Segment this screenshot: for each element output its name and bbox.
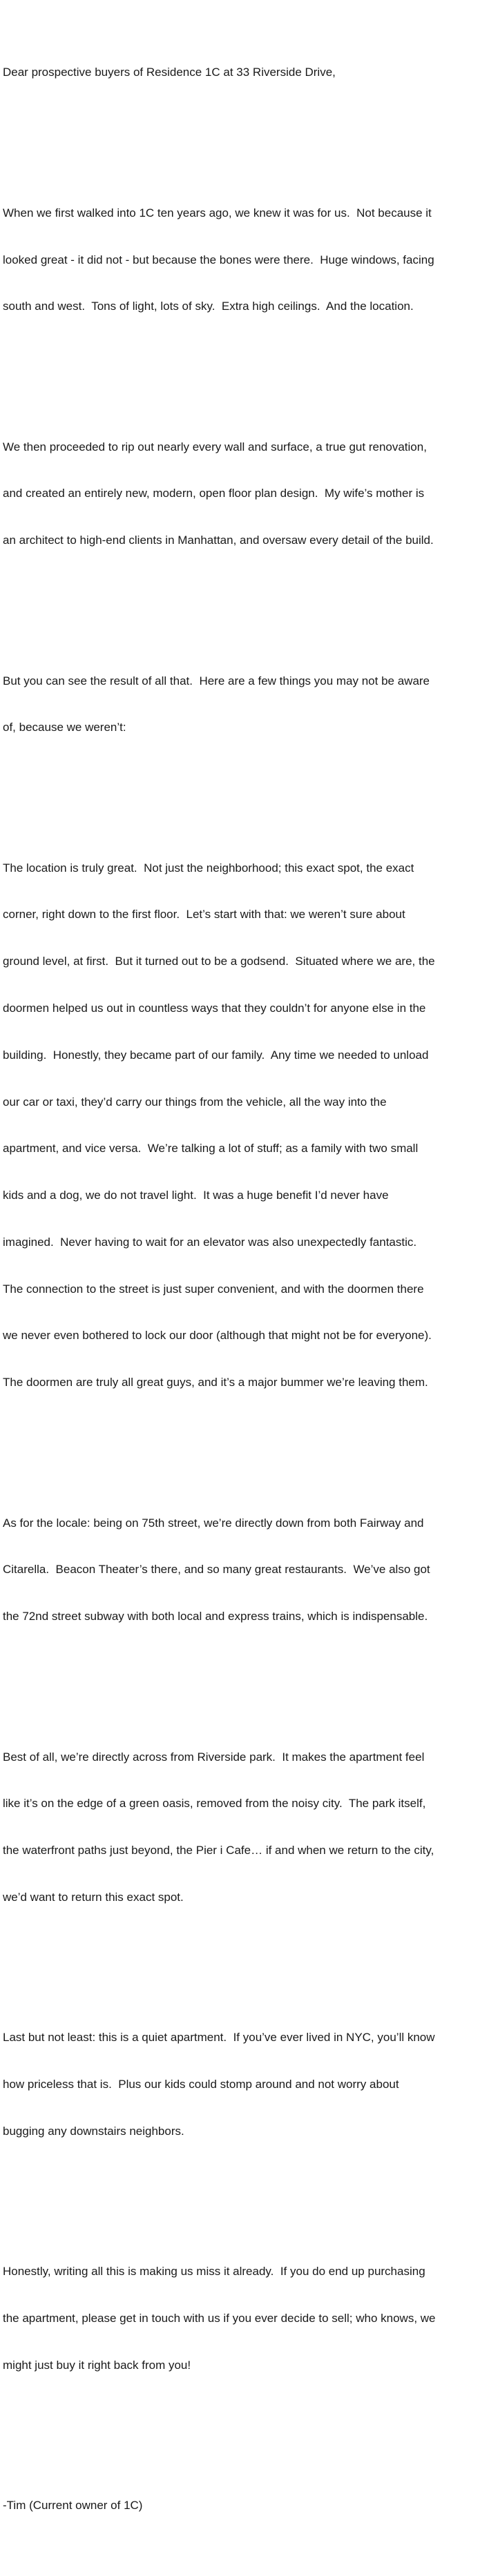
text-line: Best of all, we’re directly across from Riverside park. It makes the apartment feel bbox=[3, 1750, 425, 1764]
text-line: how priceless that is. Plus our kids could stomp around and not worry about bbox=[3, 2077, 399, 2091]
text-line: Citarella. Beacon Theater’s there, and so many great restaurants. We’ve also got bbox=[3, 1563, 430, 1577]
text-line: the waterfront paths just beyond, the Pier i Cafe… if and when we return to the city, bbox=[3, 1844, 434, 1857]
text-line: building. Honestly, they became part of our family. Any time we needed to unload bbox=[3, 1048, 429, 1062]
text-line: we’d want to return this exact spot. bbox=[3, 1890, 184, 1904]
text-line: might just buy it right back from you! bbox=[3, 2358, 191, 2372]
salutation-line: Dear prospective buyers of Residence 1C at 33 Riverside Drive, bbox=[3, 66, 336, 79]
text-line: the apartment, please get in touch with us if you ever decide to sell; who knows, we bbox=[3, 2311, 436, 2325]
text-line: corner, right down to the first floor. Let’s start with that: we weren’t sure about bbox=[3, 908, 405, 921]
signature bbox=[3, 2467, 486, 2545]
text-line: kids and a dog, we do not travel light. It was a huge benefit I’d never have bbox=[3, 1189, 389, 1202]
text-line: looked great - it did not - but because the bones were there. Huge windows, facing bbox=[3, 253, 434, 266]
text-line: and created an entirely new, modern, open floor plan design. My wife’s mother is bbox=[3, 487, 425, 500]
text-line: doormen helped us out in countless ways that they couldn’t for anyone else in the bbox=[3, 1002, 426, 1015]
text-line: Honestly, writing all this is making us miss it already. If you do end up purchasing bbox=[3, 2265, 425, 2279]
text-line: our car or taxi, they’d carry our things from the vehicle, all the way into the bbox=[3, 1095, 387, 1109]
text-line: When we first walked into 1C ten years ago, we knew it was for us. Not because it bbox=[3, 206, 432, 219]
text-line: ground level, at first. But it turned out to be a godsend. Situated where we are, the bbox=[3, 955, 435, 968]
signature-line: -Tim (Current owner of 1C) bbox=[3, 2499, 143, 2512]
paragraph-locale bbox=[3, 1484, 486, 1656]
text-line: The connection to the street is just super convenient, and with the doormen there bbox=[3, 1282, 424, 1296]
letter bbox=[3, 3, 486, 2576]
text-line: the 72nd street subway with both local and express trains, which is indispensable. bbox=[3, 1610, 428, 1623]
paragraph-quiet bbox=[3, 1999, 486, 2171]
paragraph-park bbox=[3, 1718, 486, 1936]
paragraph-result bbox=[3, 642, 486, 767]
text-line: We then proceeded to rip out nearly every wall and surface, a true gut renovation, bbox=[3, 440, 427, 453]
salutation bbox=[3, 34, 486, 112]
text-line: an architect to high-end clients in Manhattan, and oversaw every detail of the build. bbox=[3, 534, 434, 547]
text-line: But you can see the result of all that. Here are a few things you may not be aware bbox=[3, 674, 430, 687]
text-line: As for the locale: being on 75th street, we’re directly down from both Fairway and bbox=[3, 1516, 424, 1530]
text-line: we never even bothered to lock our door (although that might not be for everyone). bbox=[3, 1329, 432, 1343]
paragraph-renovation bbox=[3, 408, 486, 580]
paragraph-intro bbox=[3, 175, 486, 347]
text-line: The location is truly great. Not just the neighborhood; this exact spot, the exact bbox=[3, 861, 414, 875]
text-line: imagined. Never having to wait for an elevator was also unexpectedly fantastic. bbox=[3, 1235, 417, 1249]
text-line: south and west. Tons of light, lots of sky. Extra high ceilings. And the location. bbox=[3, 300, 414, 313]
text-line: of, because we weren’t: bbox=[3, 721, 126, 734]
text-line: apartment, and vice versa. We’re talking a lot of stuff; as a family with two small bbox=[3, 1142, 419, 1155]
paragraph-closing bbox=[3, 2233, 486, 2405]
text-line: bugging any downstairs neighbors. bbox=[3, 2124, 184, 2138]
text-line: Last but not least: this is a quiet apartment. If you’ve ever lived in NYC, you’ll know bbox=[3, 2031, 435, 2045]
text-line: The doormen are truly all great guys, and it’s a major bummer we’re leaving them. bbox=[3, 1376, 428, 1389]
text-line: like it’s on the edge of a green oasis, removed from the noisy city. The park itself, bbox=[3, 1797, 426, 1811]
paragraph-location bbox=[3, 829, 486, 1422]
